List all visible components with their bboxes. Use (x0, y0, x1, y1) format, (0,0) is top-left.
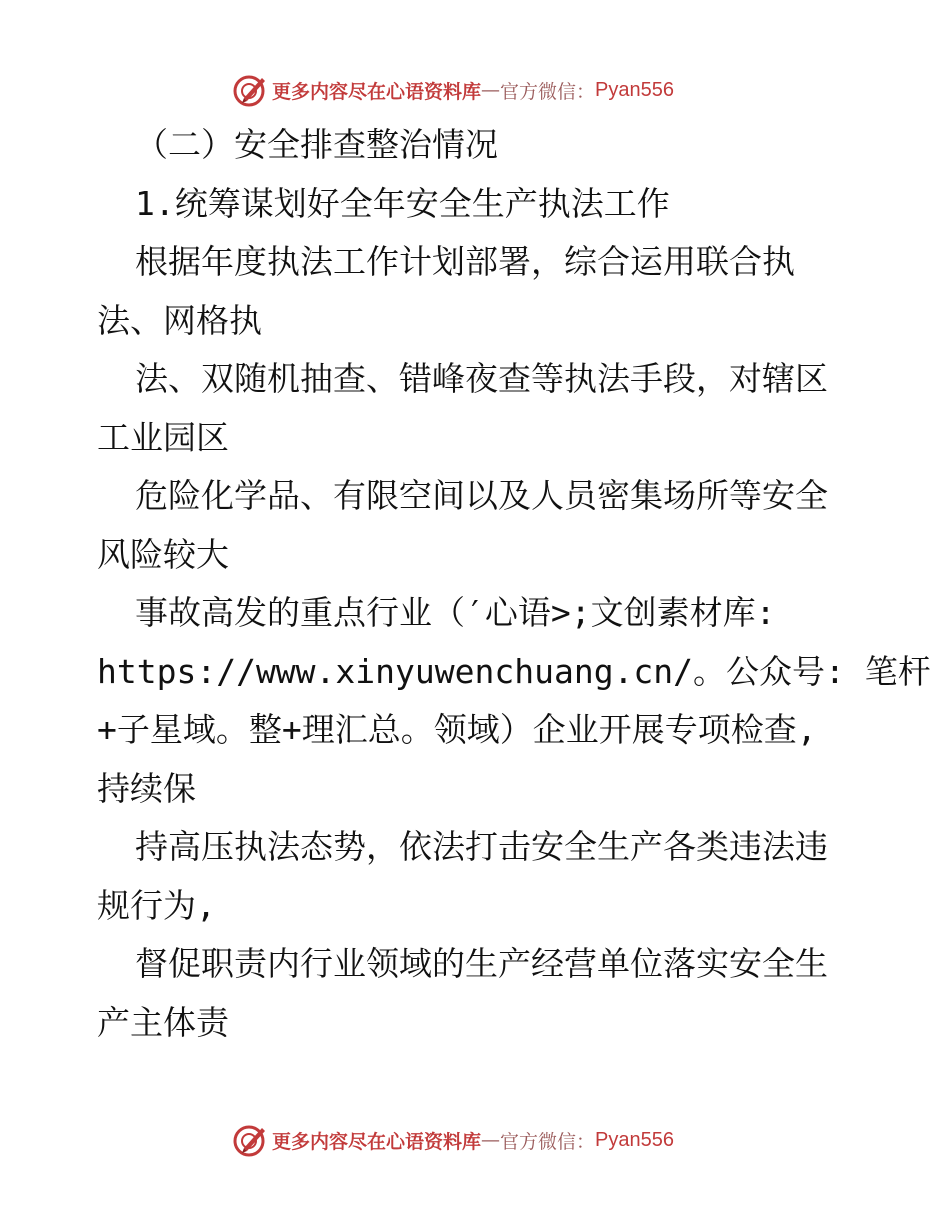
paragraph-line: （二）安全排查整治情况 (135, 125, 498, 164)
paragraph-line: 持高压执法态势，依法打击安全生产各类违法违 (135, 827, 828, 866)
banner-wechat-id: Pyan556 (595, 78, 674, 101)
paragraph-line: 事故高发的重点行业（′心语>;文创素材库: (135, 593, 776, 632)
paragraph-line: 督促职责内行业领域的生产经营单位落实安全生 (135, 944, 828, 983)
banner-wechat-label: 官方微信： (500, 1130, 596, 1153)
paragraph-line: 危险化学品、有限空间以及人员密集场所等安全 (135, 476, 828, 515)
paragraph-line: https://www.xinyuwenchuang.cn/。公众号: 笔杆 (97, 651, 931, 691)
footer-banner[interactable] (232, 1120, 674, 1160)
banner-wechat-label: 官方微信： (500, 80, 596, 103)
banner-dash: — (481, 1129, 501, 1151)
paragraph-line: 法、网格执 (97, 300, 262, 340)
paragraph-line: 规行为, (97, 885, 216, 925)
document-body (97, 116, 931, 1052)
paragraph-line: +子星域。整+理汇总。领域）企业开展专项检查, (97, 710, 817, 749)
paragraph-line: 风险较大 (97, 534, 229, 574)
paragraph-line: 1.统筹谋划好全年安全生产执法工作 (135, 183, 670, 223)
banner-wechat-id: Pyan556 (595, 1128, 674, 1151)
paragraph-line: 持续保 (97, 768, 196, 808)
banner-main-text: 更多内容尽在心语资料库 (272, 80, 482, 103)
paragraph-line: 工业园区 (97, 417, 229, 457)
pen-logo-icon (232, 72, 268, 108)
header-banner[interactable] (232, 70, 674, 110)
paragraph-line: 产主体责 (97, 1002, 229, 1042)
paragraph-line: 法、双随机抽查、错峰夜查等执法手段，对辖区 (135, 359, 828, 398)
pen-logo-icon (232, 1122, 268, 1158)
paragraph-line: 根据年度执法工作计划部署，综合运用联合执 (135, 242, 795, 281)
banner-main-text: 更多内容尽在心语资料库 (272, 1130, 482, 1153)
banner-dash: — (481, 79, 501, 101)
